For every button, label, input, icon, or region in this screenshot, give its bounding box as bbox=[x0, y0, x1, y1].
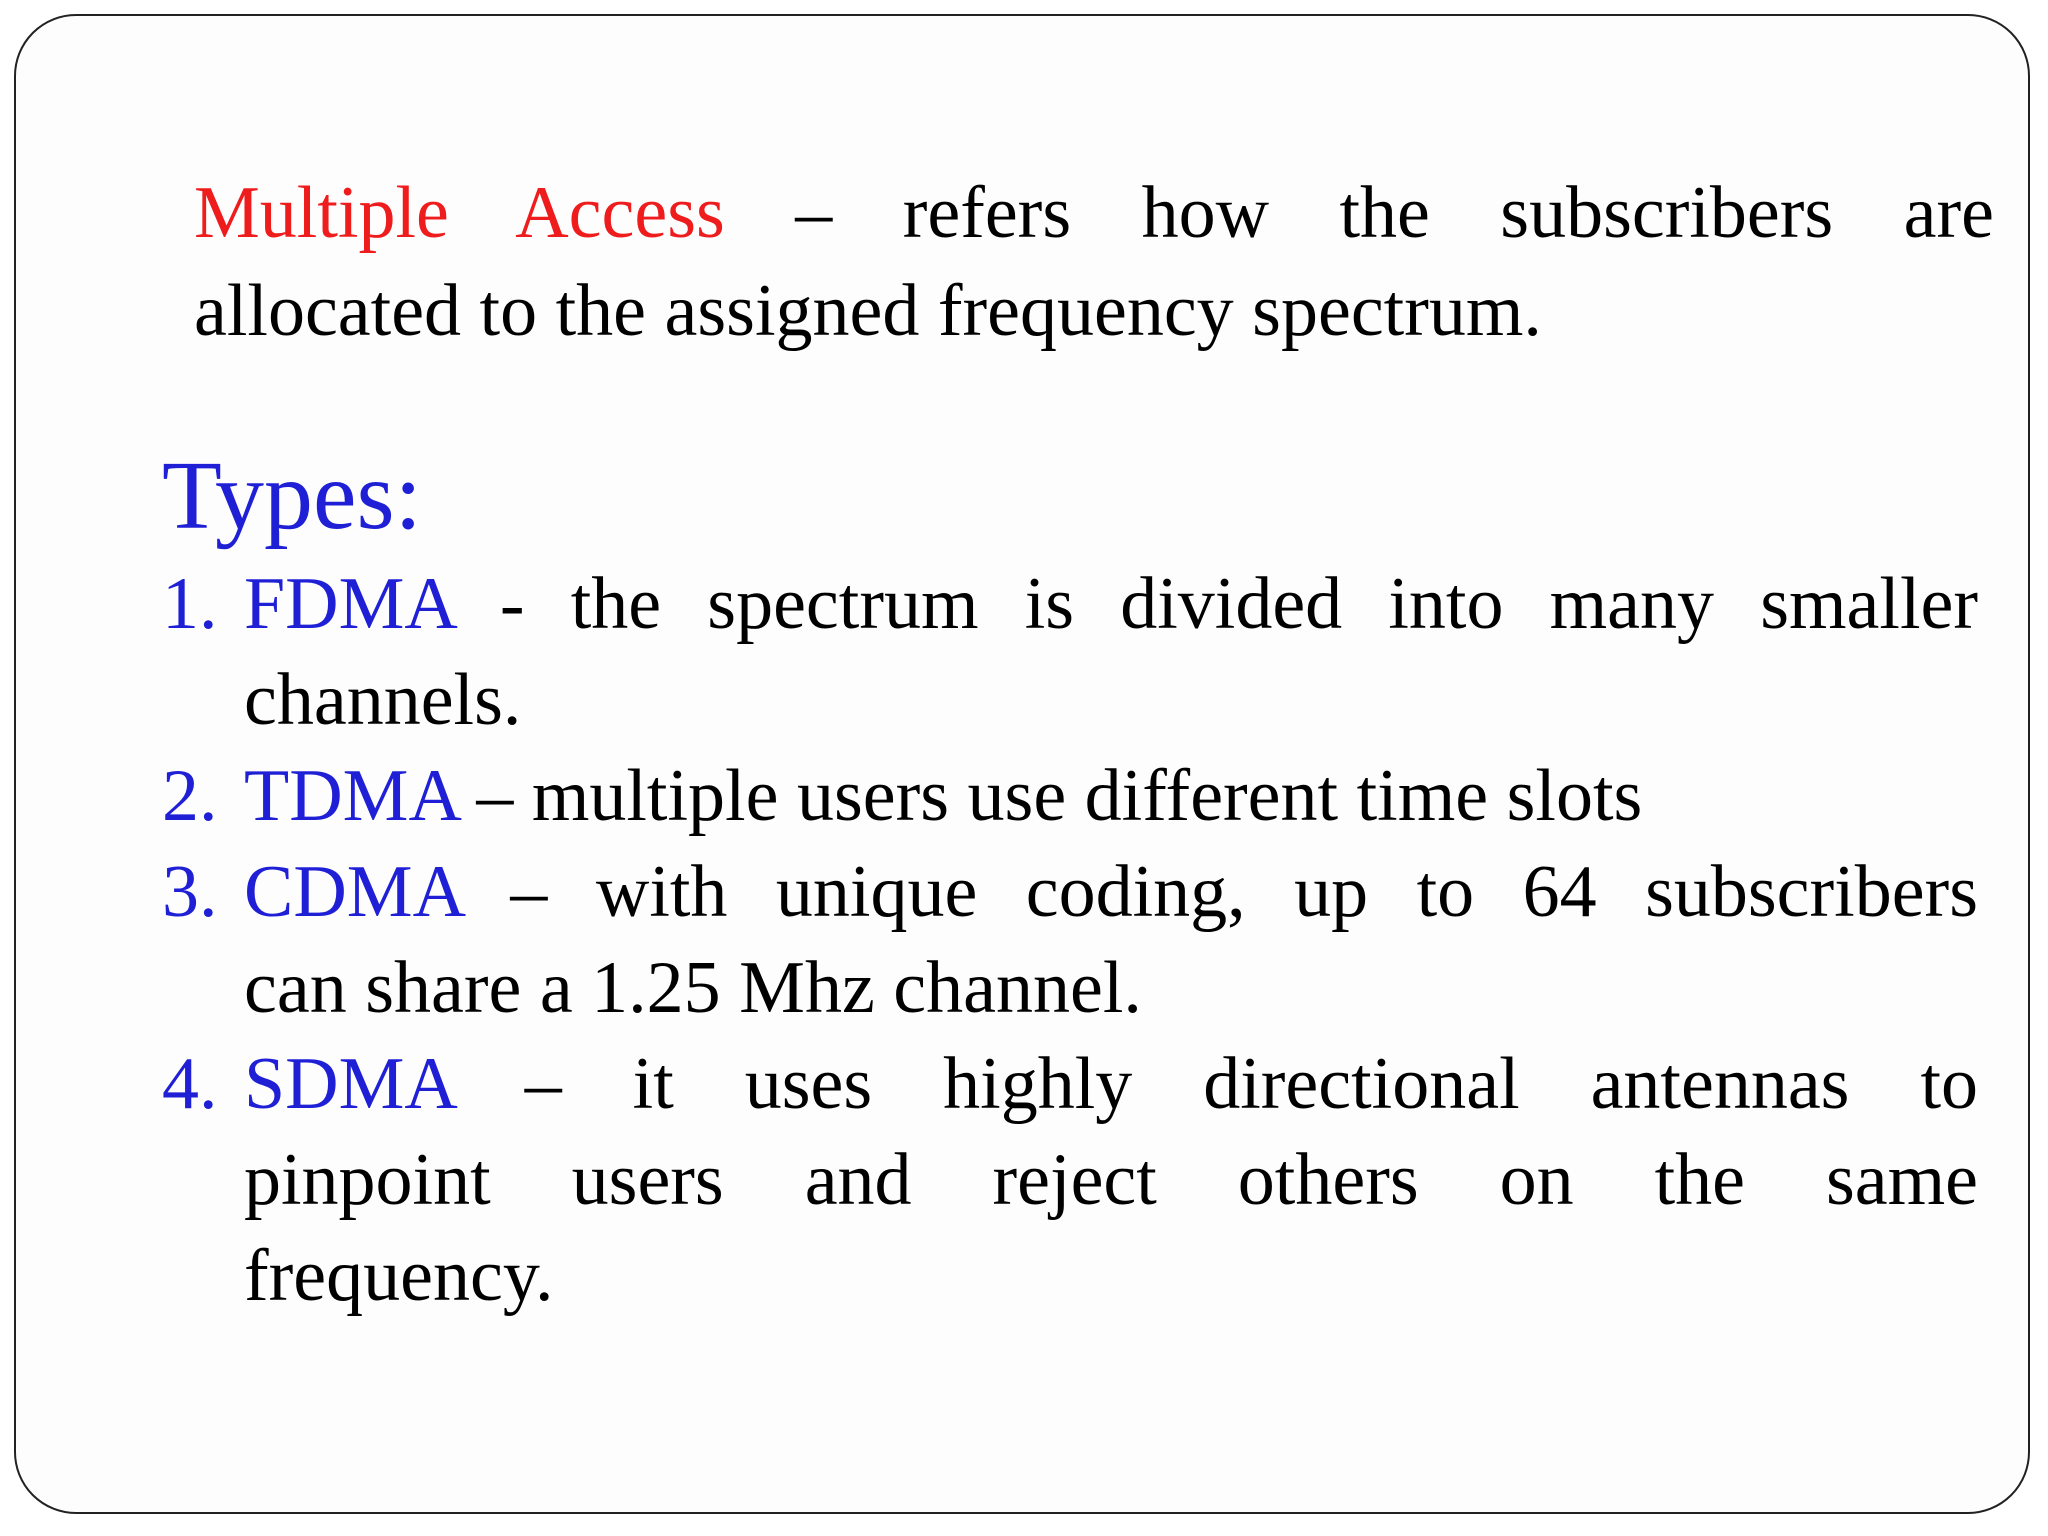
type-desc-cdma-line-1: – with unique coding, up to 64 subscribers bbox=[461, 851, 1978, 933]
type-desc-sdma-line-3: frequency. bbox=[244, 1235, 554, 1317]
list-item-number: 2. bbox=[162, 755, 218, 837]
list-item-fdma bbox=[162, 556, 1978, 748]
slide bbox=[14, 14, 2030, 1514]
type-name-cdma: CDMA bbox=[244, 851, 462, 933]
list-item-text bbox=[244, 556, 1978, 748]
type-desc-fdma-line-1: - the spectrum is divided into many smaller bbox=[453, 563, 1978, 645]
intro-line-1-rest: – refers how the subscribers are bbox=[795, 172, 1994, 254]
list-item-line bbox=[244, 844, 1978, 940]
list-item-text bbox=[244, 844, 1978, 1036]
type-desc-cdma-line-2: can share a 1.25 Mhz channel. bbox=[244, 947, 1142, 1029]
type-desc-tdma-line-1: – multiple users use different time slots bbox=[457, 755, 1643, 837]
intro-paragraph bbox=[194, 164, 1994, 360]
type-name-sdma: SDMA bbox=[244, 1043, 454, 1125]
intro-line-1 bbox=[194, 164, 1994, 262]
list-item-tdma bbox=[162, 748, 1978, 844]
list-item-cdma bbox=[162, 844, 1978, 1036]
type-name-tdma: TDMA bbox=[244, 755, 458, 837]
type-desc-sdma-line-1: – it uses highly directional antennas to bbox=[453, 1043, 1978, 1125]
list-item-text bbox=[244, 1036, 1978, 1324]
type-desc-fdma-line-2: channels. bbox=[244, 659, 522, 741]
list-item-number: 4. bbox=[162, 1043, 218, 1125]
type-desc-sdma-line-2: pinpoint users and reject others on the same bbox=[244, 1139, 1978, 1221]
intro-term: Multiple Access bbox=[194, 172, 725, 254]
types-heading: Types: bbox=[162, 442, 422, 550]
list-item-sdma bbox=[162, 1036, 1978, 1324]
list-item-text bbox=[244, 748, 1978, 844]
types-list bbox=[162, 556, 1978, 1324]
list-item-number: 3. bbox=[162, 851, 218, 933]
type-name-fdma: FDMA bbox=[244, 563, 454, 645]
list-item-line bbox=[244, 1036, 1978, 1132]
intro-line-2: allocated to the assigned frequency spectrum. bbox=[194, 270, 1542, 352]
list-item-number: 1. bbox=[162, 563, 218, 645]
list-item-line bbox=[244, 556, 1978, 652]
list-item-line bbox=[244, 748, 1978, 844]
